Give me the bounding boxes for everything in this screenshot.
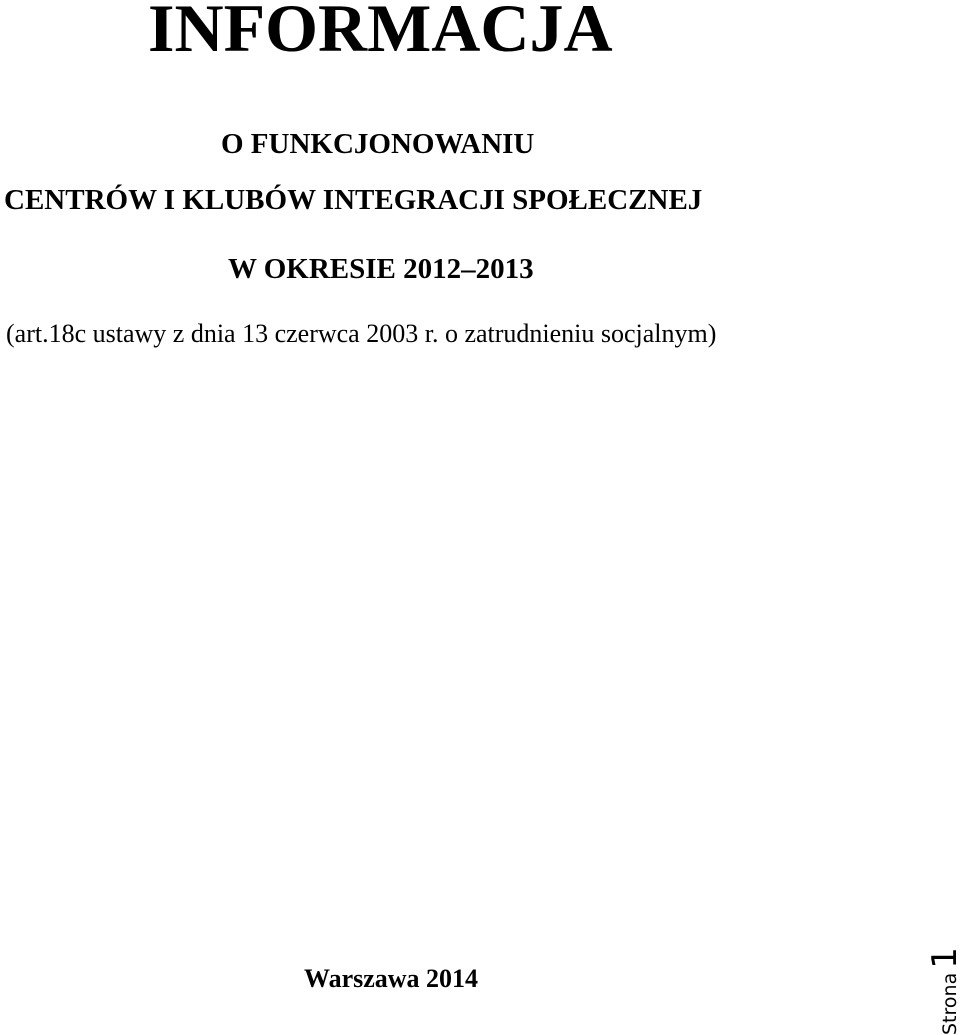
page-number: 1 (925, 947, 965, 969)
subtitle-line-1: O FUNKCJONOWANIU (221, 128, 535, 160)
legal-basis: (art.18c ustawy z dnia 13 czerwca 2003 r. o zatrudnieniu socjalnym) (6, 319, 717, 348)
document-title: INFORMACJA (148, 0, 613, 66)
subtitle-line-2: CENTRÓW I KLUBÓW INTEGRACJI SPOŁECZNEJ (4, 184, 703, 216)
subtitle-period: W OKRESIE 2012–2013 (228, 253, 534, 285)
page-label: Strona (939, 972, 961, 1035)
page-number-marker (925, 938, 965, 1035)
place-and-date: Warszawa 2014 (304, 964, 479, 993)
